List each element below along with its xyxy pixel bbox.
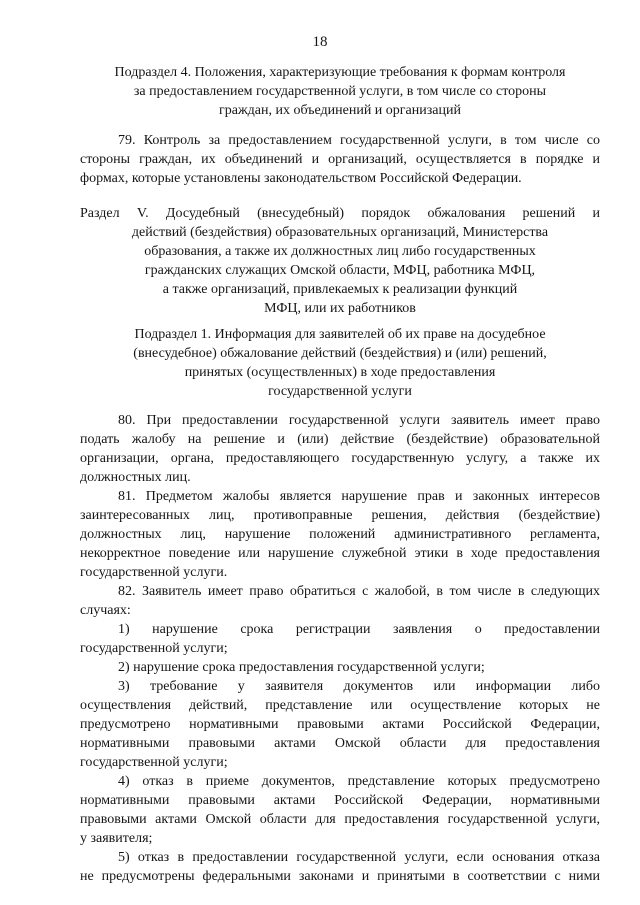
heading-line: гражданских служащих Омской области, МФЦ, работника МФЦ, [144, 263, 536, 278]
text-line: должностных лиц, нарушение положений административного регламента, [80, 527, 600, 542]
text-line: формах, которые установлены законодательством Российской Федерации. [80, 171, 522, 186]
text-line: 81. Предметом жалобы является нарушение прав и законных интересов [118, 489, 600, 504]
text-line: 82. Заявитель имеет право обратиться с жалобой, в том числе в следующих [118, 584, 600, 599]
text-line: 4) отказ в приеме документов, представление которых предусмотрено [118, 774, 600, 789]
text-line: государственной услуги; [80, 755, 228, 770]
heading-line: государственной услуги [268, 384, 412, 399]
page-number: 18 [312, 34, 328, 50]
heading-line: (внесудебное) обжалование действий (бездействия) и (или) решений, [133, 346, 547, 361]
heading-line: Раздел V. Досудебный (внесудебный) порядок обжалования решений и [80, 206, 600, 221]
text-line: не предусмотрены федеральными законами и принятыми в соответствии с ними [80, 869, 600, 884]
heading-line: образования, а также их должностных лиц либо государственных [144, 244, 536, 259]
text-line: 5) отказ в предоставлении государственной услуги, если основания отказа [118, 850, 600, 865]
text-line: осуществления действий, представление или осуществление которых не [80, 698, 600, 713]
text-line: нормативными правовыми актами Омской области для предоставления [80, 736, 600, 751]
heading-line: принятых (осуществленных) в ходе предоставления [184, 365, 496, 380]
text-line: организации, органа, предоставляющего государственную услугу, а также их [80, 451, 600, 466]
heading-line: действий (бездействия) образовательных организаций, Министерства [131, 225, 549, 240]
text-line: государственной услуги; [80, 641, 228, 656]
heading-line: а также организаций, привлекаемых к реализации функций [162, 282, 518, 297]
text-line: государственной услуги. [80, 565, 228, 580]
heading-line: МФЦ, или их работников [264, 301, 416, 316]
text-line: должностных лиц. [80, 470, 191, 485]
text-line: 79. Контроль за предоставлением государственной услуги, в том числе со [118, 133, 600, 148]
heading-line: за предоставлением государственной услуги, в том числе со стороны [133, 84, 547, 99]
text-line: правовыми актами Омской области для предоставления государственной услуги, [80, 812, 600, 827]
text-line: нормативными правовыми актами Российской Федерации, нормативными [80, 793, 600, 808]
text-line: 2) нарушение срока предоставления государственной услуги; [118, 660, 485, 675]
text-line: 3) требование у заявителя документов или информации либо [118, 679, 600, 694]
text-line: некорректное поведение или нарушение служебной этики в ходе предоставления [80, 546, 600, 561]
text-line: стороны граждан, их объединений и организаций, осуществляется в порядке и [80, 152, 600, 167]
text-line: 1) нарушение срока регистрации заявления о предоставлении [118, 622, 600, 637]
text-line: у заявителя; [80, 831, 153, 846]
text-line: подать жалобу на решение и (или) действие (бездействие) образовательной [80, 432, 600, 447]
text-line: 80. При предоставлении государственной услуги заявитель имеет право [118, 413, 600, 428]
heading-line: Подраздел 1. Информация для заявителей об их праве на досудебное [134, 327, 546, 342]
text-line: заинтересованных лиц, противоправные решения, действия (бездействие) [80, 508, 600, 523]
text-line: случаях: [80, 603, 131, 618]
heading-line: Подраздел 4. Положения, характеризующие требования к формам контроля [114, 65, 566, 80]
heading-line: граждан, их объединений и организаций [219, 103, 461, 118]
text-line: предусмотрено нормативными правовыми актами Российской Федерации, [80, 717, 600, 732]
